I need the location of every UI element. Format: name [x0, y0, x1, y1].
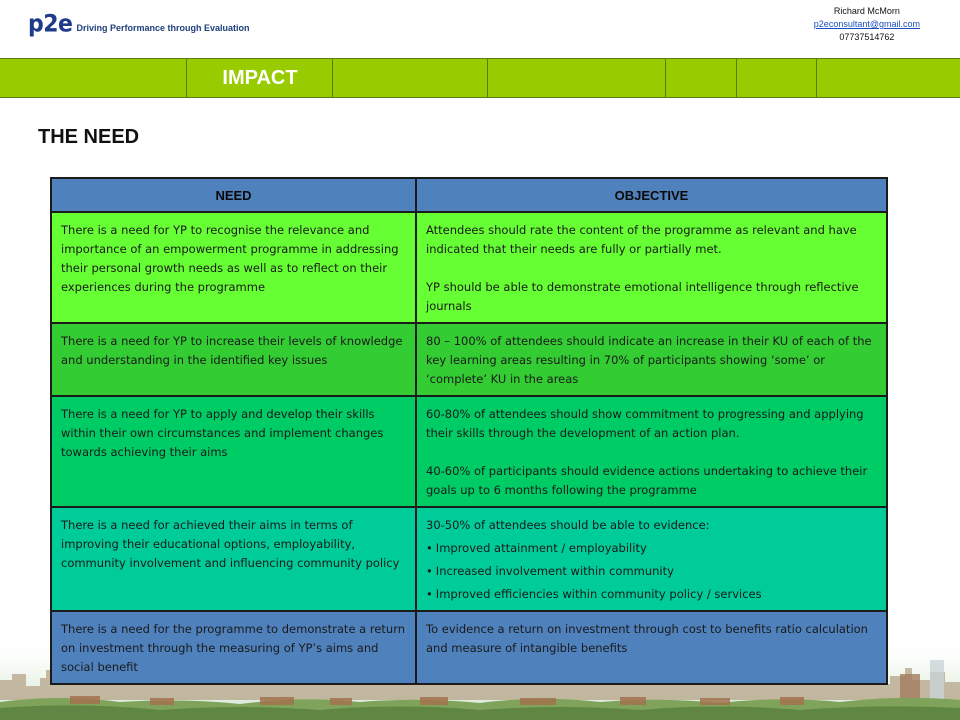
contact-name: Richard McMorn: [833, 6, 900, 16]
need-text: There is a need for YP to increase their levels of knowledge and understanding in the identified key issues: [61, 334, 403, 367]
table-header-row: [51, 178, 887, 212]
need-cell: [51, 323, 416, 396]
nav-bar: [0, 58, 960, 98]
objective-cell: [416, 507, 887, 611]
objective-text: To evidence a return on investment through cost to benefits ratio calculation and measure of intangible benefits: [426, 622, 868, 655]
objective-text: YP should be able to demonstrate emotional intelligence through reflective journals: [426, 280, 859, 313]
need-text: There is a need for YP to apply and develop their skills within their own circumstances and implement changes towards achieving their aims: [61, 407, 384, 459]
objective-bullet: • Increased involvement within community: [426, 562, 878, 581]
table-row: [51, 212, 887, 323]
objective-text: Attendees should rate the content of the programme as relevant and have indicated that their needs are fully or partially met.: [426, 223, 857, 256]
objective-cell: [416, 323, 887, 396]
table-row: [51, 323, 887, 396]
need-cell: [51, 507, 416, 611]
nav-cell: [737, 59, 817, 97]
column-header-need: NEED: [51, 178, 416, 212]
nav-cell: [666, 59, 737, 97]
contact-phone: 07737514762: [839, 32, 895, 42]
objective-text: 30-50% of attendees should be able to evidence:: [426, 518, 710, 532]
nav-cell: [488, 59, 666, 97]
table-row: [51, 507, 887, 611]
objective-text: 40-60% of participants should evidence actions undertaking to achieve their goals up to 6 months following the programme: [426, 464, 868, 497]
logo-mark: p2e: [28, 10, 73, 39]
nav-cell: [0, 59, 187, 97]
logo: [28, 12, 250, 37]
objective-cell: [416, 611, 887, 684]
need-text: There is a need for YP to recognise the relevance and importance of an empowerment programme in addressing their personal growth needs as well as to reflect on their experiences during the programme: [61, 223, 399, 294]
need-text: There is a need for achieved their aims in terms of improving their educational options, employability, community involvement and influencing community policy: [61, 518, 400, 570]
contact-block: [814, 5, 920, 44]
page-title: THE NEED: [38, 126, 140, 148]
objective-cell: [416, 212, 887, 323]
objective-bullet: • Improved attainment / employability: [426, 539, 878, 558]
table-row: [51, 396, 887, 507]
need-text: There is a need for the programme to demonstrate a return on investment through the measuring of YP’s aims and social benefit: [61, 622, 406, 674]
objective-text: 60-80% of attendees should show commitment to progressing and applying their skills through the development of an action plan.: [426, 407, 864, 440]
need-cell: [51, 212, 416, 323]
nav-tab-impact[interactable]: IMPACT: [222, 67, 298, 89]
table-row: [51, 611, 887, 684]
objective-bullet: • Improved efficiencies within community policy / services: [426, 585, 878, 604]
contact-email-link[interactable]: p2econsultant@gmail.com: [813, 19, 920, 29]
logo-tagline: Driving Performance through Evaluation: [76, 23, 250, 33]
need-cell: [51, 611, 416, 684]
need-cell: [51, 396, 416, 507]
objective-text: 80 – 100% of attendees should indicate an increase in their KU of each of the key learning areas resulting in 70% of participants showing ‘some’ or ‘complete’ KU in the areas: [426, 334, 872, 386]
need-objective-table: [50, 177, 888, 685]
nav-cell: [333, 59, 488, 97]
objective-cell: [416, 396, 887, 507]
column-header-objective: OBJECTIVE: [416, 178, 887, 212]
